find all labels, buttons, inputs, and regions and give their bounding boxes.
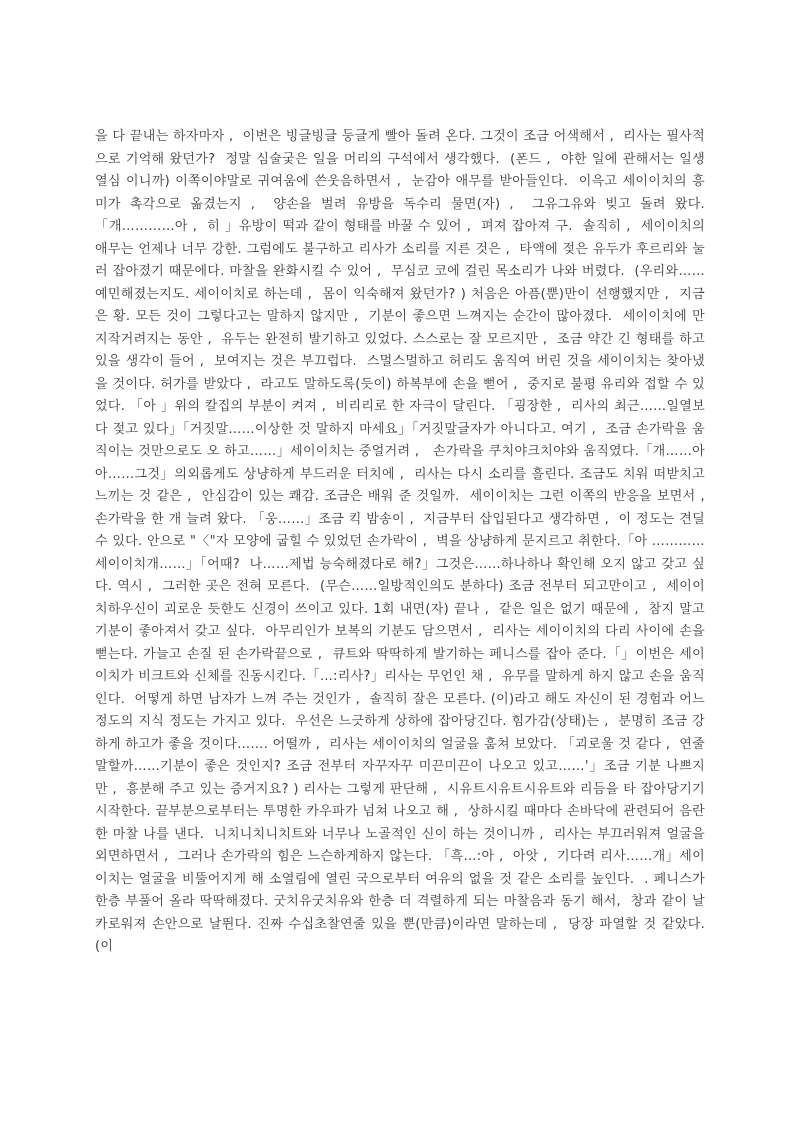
body-text: 을 다 끝내는 하자마자 , 이번은 빙글빙글 둥글게 빨아 돌려 온다. 그것이 조금 어색해서 , 리사는 필사적으로 기억해 왔던가? 정말 심술궂은 일을 머리의 구석에서 생각했다. (폰드 , 야한 일에 관해서는 일생 열심 이니까) 이쪽이야말로 귀여움에 쓴웃음하면서 , 눈감아 애무를 받아들인다. 이윽고 세이이치의 흥미가 촉각으로 옮겼는지 , 양손을 벌려 유방을 독수리 물면(자) , 그유그유와 빚고 돌려 왔다.「개…………아 , 히 」유방이 떡과 같이 형태를 바꿀 수 있어 , 펴져 잡아져 구. 솔직히 , 세이이치의 애무는 언제나 너무 강한. 그럼에도 불구하고 리사가 소리를 지른 것은 , 타액에 젖은 유두가 후르리와 눌러 잡아졌기 때문에다. 마찰을 완화시킬 수 있어 , 무심코 코에 걸린 목소리가 나와 버렸다. (우리와……예민해졌는지도. 세이이치로 하는데 , 몸이 익숙해져 왔던가? ) 처음은 아픔(뿐)만이 선행했지만 , 지금은 황. 모든 것이 그렇다고는 말하지 않지만 , 기분이 좋으면 느껴지는 순간이 많아졌다. 세이이치에 만지작거려지는 동안 , 유두는 완전히 발기하고 있었다. 스스로는 잘 모르지만 , 조금 약간 긴 형태를 하고 있을 생각이 들어 , 보여지는 것은 부끄럽다. 스멀스멀하고 허리도 움직여 버린 것을 세이이치는 찾아냈을 것이다. 허가를 받았다 , 라고도 말하도록(듯이) 하복부에 손을 뻗어 , 중지로 불평 유리와 접할 수 있었다. 「아 」위의 칼집의 부분이 켜져 , 비리리로 한 자극이 달린다. 「굉장한 , 리사의 최근……일열보다 젖고 있다」「거짓말……이상한 것 말하지 마세요」「거짓말글자가 아니다고. 여기 , 조금 손가락을 움직이는 것만으로도 오 하고……」세이이치는 중얼거려 , 손가락을 쿠치야크치야와 움직였다.「개……아아……그것」의외롭게도 상냥하게 부드러운 터치에 , 리사는 다시 소리를 흘린다. 조금도 치워 떠받치고 느끼는 것 같은 , 안심감이 있는 쾌감. 조금은 배워 준 것일까. 세이이치는 그런 이쪽의 반응을 보면서 , 손가락을 한 개 늘려 왔다. 「웅……」조금 킥 밤송이 , 지금부터 삽입된다고 생각하면 , 이 정도는 견딜 수 있다. 안으로 "〈"자 모양에 굽힐 수 있었던 손가락이 , 벽을 상냥하게 문지르고 취한다.「아 …………세이이치개……」「어때? 나……제법 능숙해졌다로 해?」그것은……하나하나 확인해 오지 않고 갖고 싶다. 역시 , 그러한 곳은 전혀 모른다. (무슨……일방적인의도 분하다) 조금 전부터 되고만이고 , 세이이치하우신이 괴로운 듯한도 신경이 쓰이고 있다. 1회 내면(자) 끝나 , 같은 일은 없기 때문에 , 참지 말고 기분이 좋아져서 갖고 싶다. 아무리인가 보복의 기분도 담으면서 , 리사는 세이이치의 다리 사이에 손을 뻗는다. 가늘고 손질 된 손가락끝으로 , 큐트와 딱딱하게 발기하는 페니스를 잡아 준다.「」이번은 세이이치가 비크트와 신체를 진동시킨다.「…:리사?」리사는 무언인 채 , 유무를 말하게 하지 않고 손을 움직인다. 어떻게 하면 남자가 느껴 주는 것인가 , 솔직히 잘은 모른다. (이)라고 해도 자신이 된 경험과 어느 정도의 지식 정도는 가지고 있다. 우선은 느긋하게 상하에 잡아당긴다. 힘가감(상태)는 , 분명히 조금 강하게 하고가 좋을 것이다……. 어떨까 , 리사는 세이이치의 얼굴을 훔쳐 보았다. 「괴로울 것 같다 , 연줄 말할까……기분이 좋은 것인지? 조금 전부터 자꾸자꾸 미끈미끈이 나오고 있고……'」조금 기분 나쁘지만 , 흥분해 주고 있는 증거지요? ) 리사는 그렇게 판단해 , 시유트시유트시유트와 리듬을 타 잡아당기기 시작한다. 끝부분으로부터는 투명한 카우파가 넘쳐 나오고 해 , 상하시킬 때마다 손바닥에 관련되어 음란한 마찰 나를 낸다. 니치니치니치트와 너무나 노골적인 신이 하는 것이니까 , 리사는 부끄러워져 얼굴을 외면하면서 , 그러나 손가락의 힘은 느슨하게하지 않는다. 「흑…:아 , 아앗 , 기다려 리사……개」세이이치는 얼굴을 비뚤어지게 해 소열림에 열린 국으로부터 여유의 없을 것 같은 소리를 높인다. . 페니스가 한층 부풀어 올라 딱딱해졌다. 굿치유굿치유와 한층 더 격렬하게 되는 마찰음과 동기 해서, 창과 같이 날카로워져 손안으로 날뛴다. 진짜 수십초찰연줄 있을 뿐(만큼)이라면 말하는데 , 당장 파열할 것 같았다. (이 bbox=[95, 129, 714, 954]
